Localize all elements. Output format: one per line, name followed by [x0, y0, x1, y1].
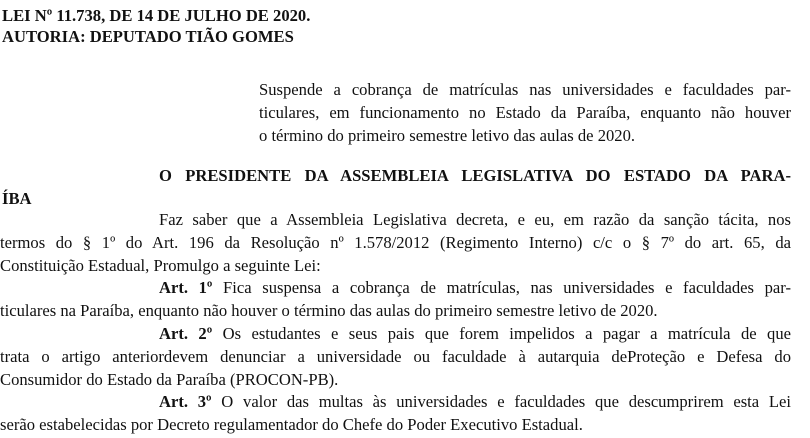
preamble-line: Faz saber que a Assembleia Legislativa decreta, e eu, em razão da sanção tácita, nos: [159, 210, 791, 229]
preamble-line: Constituição Estadual, Promulgo a seguinte Lei:: [0, 256, 321, 275]
article-line: serão estabelecidas por Decreto regulamentador do Chefe do Poder Executivo Estadual.: [0, 415, 583, 434]
article-text: O valor das multas às universidades e faculdades que descumprirem esta Lei: [221, 392, 792, 411]
article-text: Os estudantes e seus pais que forem impelidos a pagar a matrícula de que: [222, 324, 791, 343]
article-first-line: [159, 392, 791, 412]
article-line: Consumidor do Estado da Paraíba (PROCON-PB).: [0, 370, 339, 389]
article-first-line: [159, 324, 791, 344]
article-label: Art. 2º: [159, 324, 213, 343]
ementa-line: o término do primeiro semestre letivo das aulas de 2020.: [259, 126, 636, 145]
article-text: Fica suspensa a cobrança de matrículas, nas universidades e faculdades par-: [223, 278, 791, 297]
preamble-heading-line: O PRESIDENTE DA ASSEMBLEIA LEGISLATIVA DO ESTADO DA PARA-: [159, 166, 791, 185]
ementa-line: ticulares, em funcionamento no Estado da Paraíba, enquanto não houver: [259, 103, 791, 122]
article-line: trata o artigo anteriordevem denunciar a universidade ou faculdade à autarquia deProteção e Defesa do: [0, 347, 791, 366]
preamble-heading-line: ÍBA: [2, 189, 32, 208]
article-label: Art. 1º: [159, 278, 213, 297]
law-title: LEI Nº 11.738, DE 14 DE JULHO DE 2020.: [2, 6, 311, 25]
article-label: Art. 3º: [159, 392, 212, 411]
preamble-line: termos do § 1º do Art. 196 da Resolução nº 1.578/2012 (Regimento Interno) c/c o § 7º do art. 65, da: [0, 233, 791, 252]
article-first-line: [159, 278, 791, 298]
law-authorship: AUTORIA: DEPUTADO TIÃO GOMES: [2, 27, 294, 46]
ementa-line: Suspende a cobrança de matrículas nas universidades e faculdades par-: [259, 80, 791, 99]
article-line: ticulares na Paraíba, enquanto não houver o término das aulas do primeiro semestre letivo de 2020.: [0, 301, 658, 320]
